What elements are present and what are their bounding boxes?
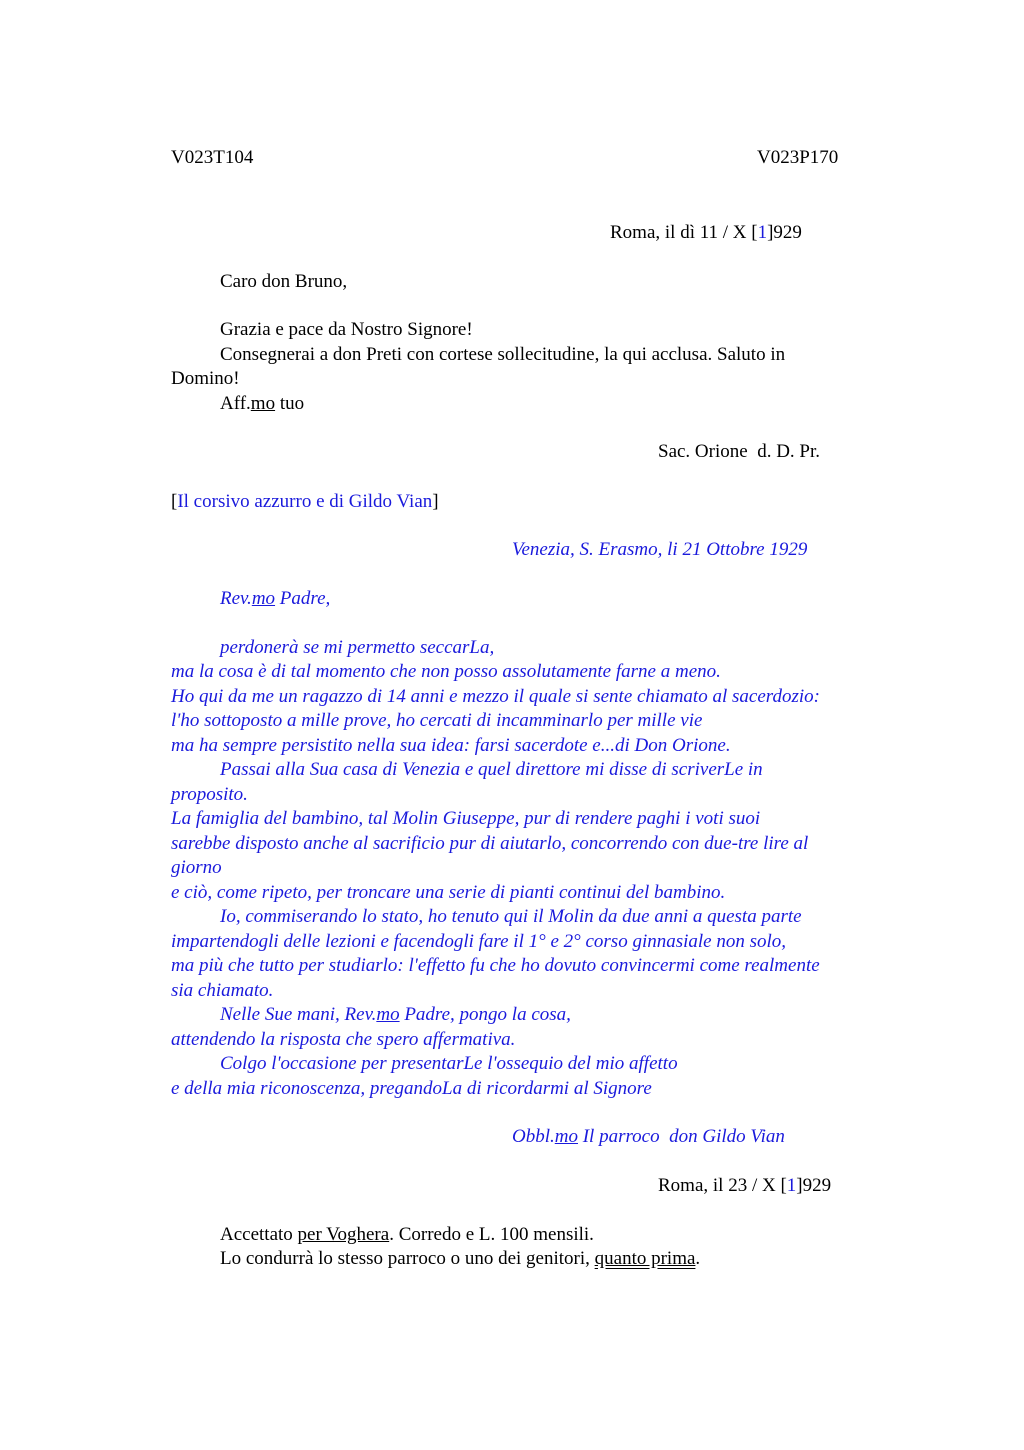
letter2-line: e ciò, come ripeto, per troncare una serie di pianti continui del bambino. <box>171 882 726 903</box>
letter2-line: La famiglia del bambino, tal Molin Giuseppe, pur di rendere paghi i voti suoi <box>171 808 761 829</box>
editorial-digit: 1 <box>786 1175 797 1196</box>
letter2-line: giorno <box>171 857 222 878</box>
letter2-line: Ho qui da me un ragazzo di 14 anni e mezzo il quale si sente chiamato al sacerdozio: <box>171 686 820 707</box>
letter1-greeting: Grazia e pace da Nostro Signore! <box>220 319 473 340</box>
document-code-left: V023T104 <box>171 147 254 168</box>
editorial-note: [Il corsivo azzurro e di Gildo Vian] <box>171 491 439 512</box>
letter2-line: proposito. <box>171 784 248 805</box>
letter1-body-line: Domino! <box>171 368 240 389</box>
letter2-line: Nelle Sue mani, Rev.mo Padre, pongo la cosa, <box>220 1004 571 1025</box>
letter1-closing: Aff.mo tuo <box>220 393 305 414</box>
reply-line: Lo condurrà lo stesso parroco o uno dei genitori, quanto prima. <box>220 1248 701 1269</box>
letter1-salutation: Caro don Bruno, <box>220 271 348 292</box>
letter2-line: ma più che tutto per studiarlo: l'effetto fu che ho dovuto convincermi come realmente <box>171 955 820 976</box>
letter2-salutation: Rev.mo Padre, <box>220 588 331 609</box>
letter2-line: ma ha sempre persistito nella sua idea: farsi sacerdote e...di Don Orione. <box>171 735 731 756</box>
letter2-line: e della mia riconoscenza, pregandoLa di ricordarmi al Signore <box>171 1078 652 1099</box>
letter1-date: Roma, il dì 11 / X [1]929 <box>610 222 802 243</box>
letter2-line: ma la cosa è di tal momento che non posso assolutamente farne a meno. <box>171 661 721 682</box>
letter2-line: sarebbe disposto anche al sacrificio pur di aiutarlo, concorrendo con due-tre lire al <box>171 833 809 854</box>
letter2-line: impartendogli delle lezioni e facendogli fare il 1° e 2° corso ginnasiale non solo, <box>171 931 787 952</box>
letter2-line: perdonerà se mi permetto seccarLa, <box>220 637 495 658</box>
letter2-line: Colgo l'occasione per presentarLe l'ossequio del mio affetto <box>220 1053 678 1074</box>
letter2-place-date: Venezia, S. Erasmo, li 21 Ottobre 1929 <box>512 539 808 560</box>
letter2-line: attendendo la risposta che spero affermativa. <box>171 1029 516 1050</box>
editorial-digit: 1 <box>757 222 768 243</box>
document-code-right: V023P170 <box>757 147 839 168</box>
reply-date: Roma, il 23 / X [1]929 <box>658 1175 832 1196</box>
letter1-signature: Sac. Orione d. D. Pr. <box>658 441 821 462</box>
letter2-line: l'ho sottoposto a mille prove, ho cercati di incamminarlo per mille vie <box>171 710 703 731</box>
letter2-signature: Obbl.mo Il parroco don Gildo Vian <box>512 1126 785 1147</box>
letter2-line: sia chiamato. <box>171 980 274 1001</box>
reply-line: Accettato per Voghera. Corredo e L. 100 mensili. <box>220 1224 594 1245</box>
letter2-line: Io, commiserando lo stato, ho tenuto qui il Molin da due anni a questa parte <box>220 906 802 927</box>
letter1-body-line: Consegnerai a don Preti con cortese sollecitudine, la qui acclusa. Saluto in <box>220 344 786 365</box>
letter2-line: Passai alla Sua casa di Venezia e quel direttore mi disse di scriverLe in <box>220 759 763 780</box>
